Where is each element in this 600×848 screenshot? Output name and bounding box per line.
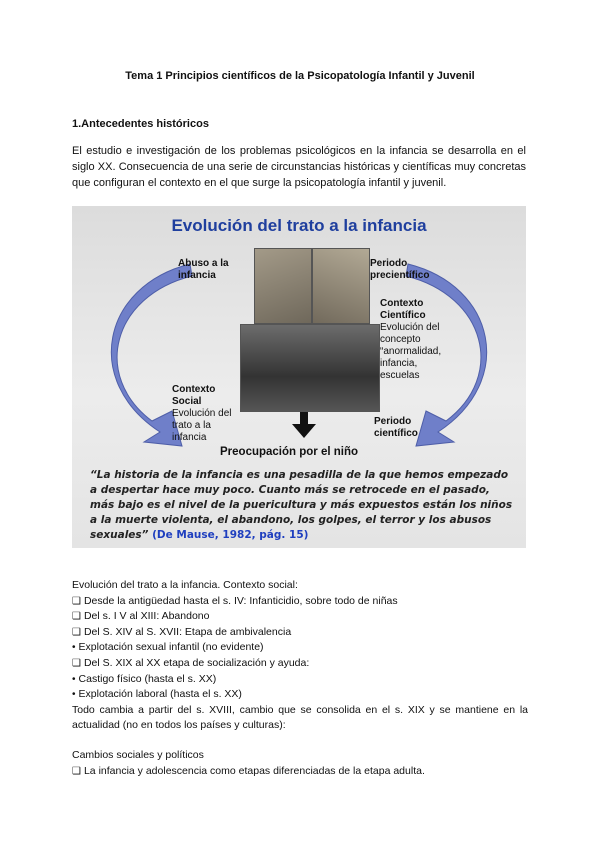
paragraph: Todo cambia a partir del s. XVIII, cambio que se consolida en el s. XIX y se mantiene en la actualidad (no en todos los países y culturas): — [72, 703, 528, 732]
list-item: Cambios sociales y políticos — [72, 748, 204, 761]
slide-title: Evolución del trato a la infancia — [171, 216, 427, 235]
quote-citation: (De Mause, 1982, pág. 15) — [152, 529, 309, 541]
label-contexto-social: Contexto Social Evolución del trato a la infancia — [172, 384, 232, 443]
slide-quote: “La historia de la infancia es una pesadilla de la que hemos empezado a despertar hace muy poco. Cuanto más se retrocede en el pasado, más bajo es el nivel de la puericultura y más expuestos están los niños a la muerte violenta, el abandono, los golpes, el terror y los abusos sexuales” (De Mause, 1982, pág. 15) — [90, 469, 513, 541]
list-item: ❑ La infancia y adolescencia como etapas diferenciadas de la etapa adulta. — [72, 764, 425, 777]
checkbox-bullet-icon: ❑ — [72, 611, 81, 623]
label-abuso: Abuso a la infancia — [178, 258, 229, 281]
list-item: ❑ Del S. XIX al XX etapa de socialización y ayuda: — [72, 656, 310, 669]
down-arrow-icon — [292, 410, 316, 438]
children-group-photo — [240, 324, 380, 412]
list-item: ❑ Desde la antigüedad hasta el s. IV: Infanticidio, sobre todo de niñas — [72, 594, 398, 607]
body-content — [72, 578, 528, 779]
document-title: Tema 1 Principios científicos de la Psicopatología Infantil y Juvenil — [125, 70, 475, 82]
slide-image — [72, 206, 526, 548]
list-item: Evolución del trato a la infancia. Contexto social: — [72, 579, 298, 591]
label-contexto-cientifico: Contexto Científico Evolución del concepto “anormalidad, infancia, escuelas — [380, 298, 442, 381]
checkbox-bullet-icon: ❑ — [72, 657, 81, 669]
list-item: • Explotación laboral (hasta el s. XX) — [72, 688, 242, 701]
historical-photo-1 — [254, 248, 312, 324]
checkbox-bullet-icon: ❑ — [72, 595, 81, 607]
intro-paragraph: El estudio e investigación de los problemas psicológicos en la infancia se desarrolla en el siglo XX. Consecuencia de una serie de circunstancias históricas y científicas muy concretas que configuran el contexto en el que surge la psicopatología infantil y juvenil. — [72, 145, 526, 189]
list-item: ❑ Del S. XIV al S. XVII: Etapa de ambivalencia — [72, 625, 292, 638]
label-periodo-cientifico: Periodo científico — [374, 416, 418, 439]
historical-photo-2 — [312, 248, 370, 324]
list-item: • Explotación sexual infantil (no evidente) — [72, 641, 264, 654]
list-item: • Castigo físico (hasta el s. XX) — [72, 672, 217, 685]
checkbox-bullet-icon: ❑ — [72, 626, 81, 638]
list-item: ❑ Del s. I V al XIII: Abandono — [72, 610, 210, 623]
checkbox-bullet-icon: ❑ — [72, 765, 81, 777]
label-periodo-precientifico: Periodo precientífico — [370, 258, 430, 281]
label-preocupacion: Preocupación por el niño — [220, 446, 359, 458]
section-heading: 1.Antecedentes históricos — [72, 118, 209, 130]
dot-bullet-icon: • — [72, 689, 76, 701]
dot-bullet-icon: • — [72, 642, 76, 654]
dot-bullet-icon: • — [72, 673, 76, 685]
